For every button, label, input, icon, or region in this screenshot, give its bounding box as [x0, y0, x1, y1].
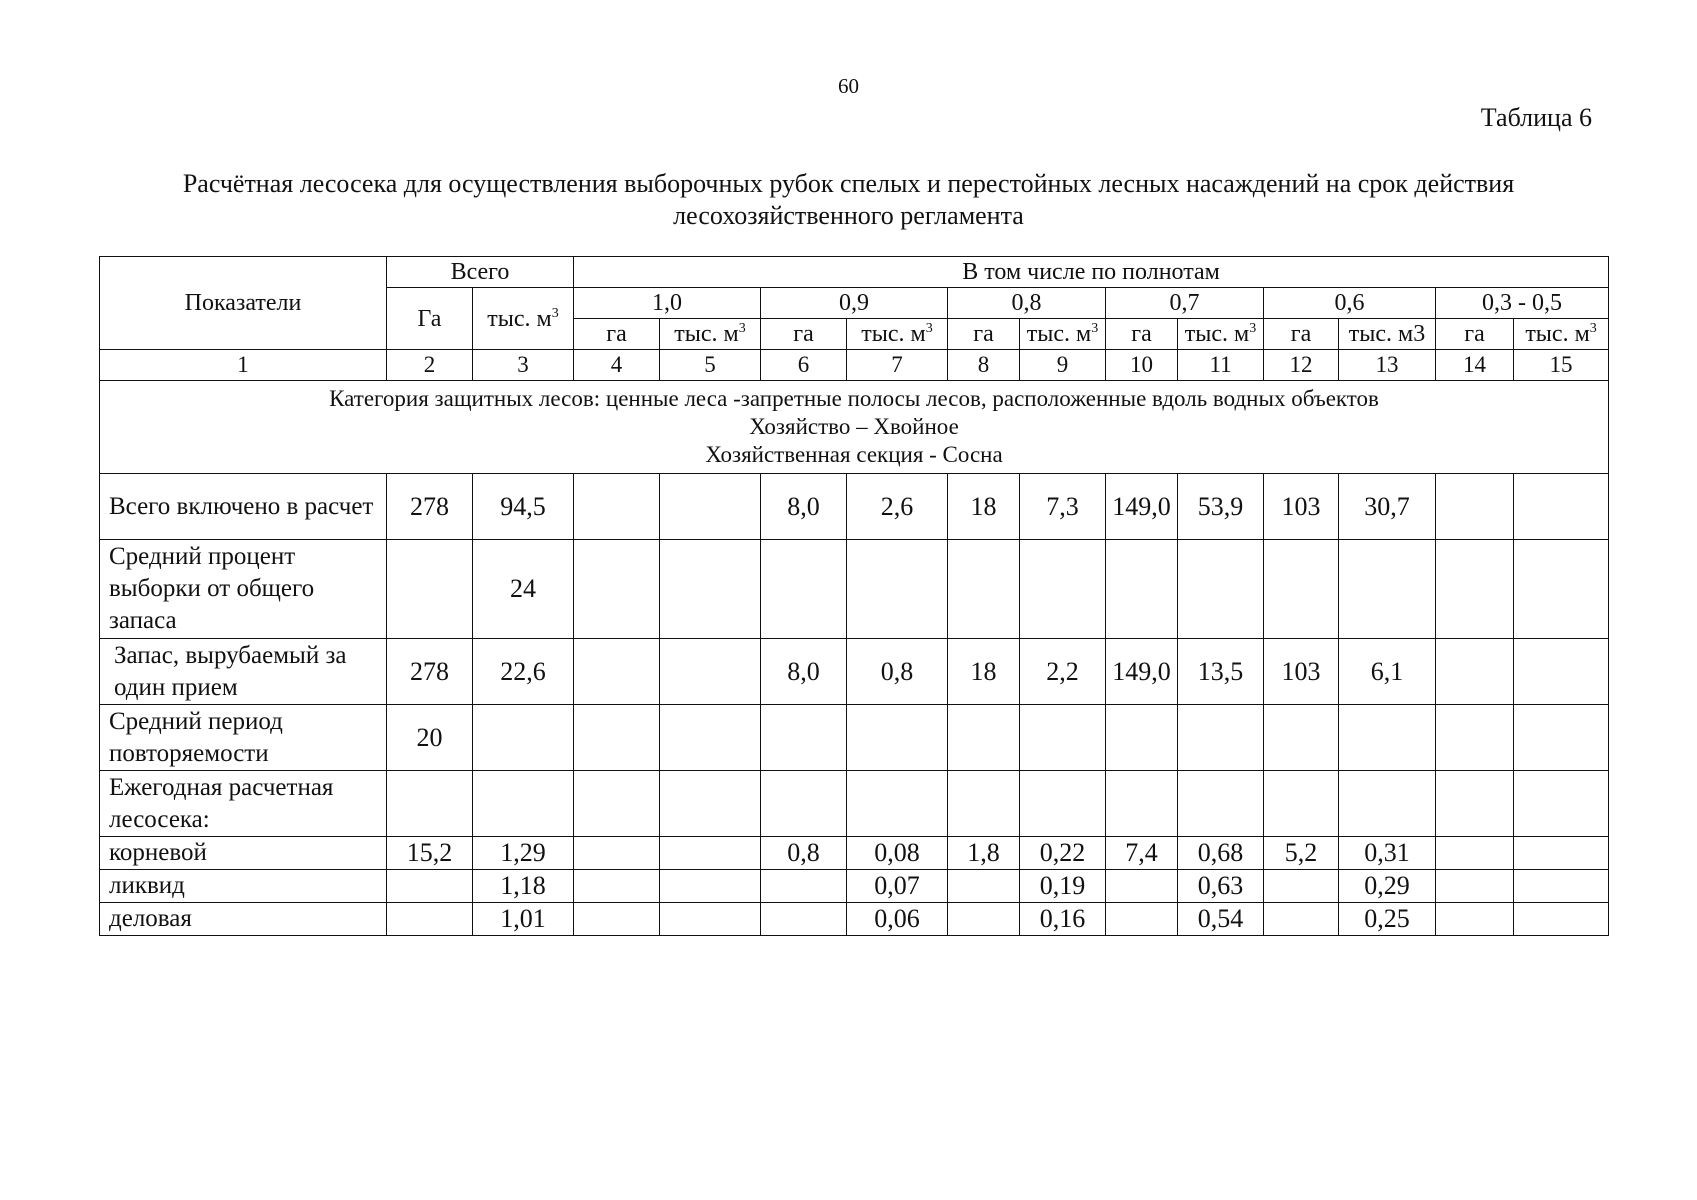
table-cell: 6,1 [1339, 639, 1436, 705]
table-row [100, 540, 1609, 639]
table-cell [1436, 837, 1514, 870]
table-cell [387, 870, 473, 903]
header-density-0-6: 0,6 [1264, 288, 1436, 319]
table-cell: 0,06 [847, 903, 948, 936]
table-cell: 278 [387, 639, 473, 705]
table-cell: 15,2 [387, 837, 473, 870]
superscript-3: 3 [1589, 321, 1597, 336]
row-label: Средний процент выборки от общего запаса [100, 540, 387, 639]
header-density-0-8: 0,8 [948, 288, 1106, 319]
column-number: 7 [847, 350, 948, 381]
table-cell [574, 639, 660, 705]
table-cell: 0,08 [847, 837, 948, 870]
header-total-ha: Га [387, 288, 473, 350]
header-row-1 [100, 257, 1609, 288]
table-cell: 278 [387, 474, 473, 540]
header-total: Всего [387, 257, 574, 288]
column-number: 6 [761, 350, 847, 381]
table-cell [1106, 540, 1178, 639]
column-number: 1 [100, 350, 387, 381]
sub-volume-text: тыс. м [1184, 321, 1250, 347]
table-cell [1436, 771, 1514, 837]
table-cell: 8,0 [761, 474, 847, 540]
table-cell [1514, 870, 1609, 903]
header-density-0-7: 0,7 [1106, 288, 1264, 319]
table-cell [387, 771, 473, 837]
superscript-3: 3 [925, 321, 933, 336]
table-cell [1264, 540, 1339, 639]
row-label: деловая [100, 903, 387, 936]
table-cell [1436, 474, 1514, 540]
sub-volume [1514, 319, 1609, 350]
table-cell [574, 474, 660, 540]
table-cell: 18 [948, 639, 1020, 705]
table-label: Таблица 6 [1480, 103, 1592, 132]
table-cell [1339, 540, 1436, 639]
title-line-2: лесохозяйственного регламента [673, 201, 1024, 230]
document-title [100, 168, 1597, 232]
table-cell: 53,9 [1178, 474, 1264, 540]
table-cell [761, 870, 847, 903]
table-cell [761, 903, 847, 936]
table-cell: 22,6 [473, 639, 574, 705]
header-density-0-3-0-5: 0,3 - 0,5 [1436, 288, 1609, 319]
table-cell [1264, 705, 1339, 771]
column-number: 8 [948, 350, 1020, 381]
header-density-1-0: 1,0 [574, 288, 761, 319]
sub-volume [1178, 319, 1264, 350]
table-cell [660, 639, 761, 705]
table-cell [1436, 870, 1514, 903]
table-cell [660, 870, 761, 903]
table-cell: 0,68 [1178, 837, 1264, 870]
row-label: Всего включено в расчет [100, 474, 387, 540]
table-cell [1514, 474, 1609, 540]
table-cell [1436, 903, 1514, 936]
column-number: 2 [387, 350, 473, 381]
table-cell: 1,01 [473, 903, 574, 936]
sub-volume [1020, 319, 1106, 350]
table-cell: 13,5 [1178, 639, 1264, 705]
sub-volume-text: тыс. м [1026, 321, 1092, 347]
table-cell [1436, 705, 1514, 771]
table-cell [1339, 705, 1436, 771]
table-cell [1514, 639, 1609, 705]
sub-ha: га [948, 319, 1020, 350]
table-cell [1436, 540, 1514, 639]
table-cell [948, 540, 1020, 639]
column-number: 4 [574, 350, 660, 381]
table-cell [660, 474, 761, 540]
table-cell [1178, 705, 1264, 771]
table-cell [1264, 771, 1339, 837]
sub-volume [847, 319, 948, 350]
table-cell: 1,29 [473, 837, 574, 870]
superscript-3: 3 [1091, 321, 1099, 336]
table-cell: 94,5 [473, 474, 574, 540]
table-cell [574, 837, 660, 870]
table-cell [387, 903, 473, 936]
table-cell [948, 870, 1020, 903]
table-cell: 0,25 [1339, 903, 1436, 936]
table-cell: 149,0 [1106, 474, 1178, 540]
table-row [100, 903, 1609, 936]
table-cell: 2,2 [1020, 639, 1106, 705]
table-cell [660, 540, 761, 639]
allowable-cut-table [99, 256, 1609, 936]
column-numbers-row [100, 350, 1609, 381]
column-number: 5 [660, 350, 761, 381]
table-cell [387, 540, 473, 639]
page-number: 60 [838, 74, 859, 98]
section-header [100, 381, 1609, 474]
superscript-3: 3 [738, 321, 746, 336]
table-row [100, 639, 1609, 705]
sub-ha: га [1264, 319, 1339, 350]
table-cell [1106, 771, 1178, 837]
table-row [100, 837, 1609, 870]
table-cell [761, 705, 847, 771]
row-label: Средний период повторяемости [100, 705, 387, 771]
section-category: Категория защитных лесов: ценные леса -запретные полосы лесов, расположенные вдоль водных объектов [329, 386, 1379, 411]
table-cell: 20 [387, 705, 473, 771]
table-cell [660, 705, 761, 771]
table-cell: 1,18 [473, 870, 574, 903]
table-cell: 8,0 [761, 639, 847, 705]
table-cell [1514, 837, 1609, 870]
table-cell [948, 705, 1020, 771]
title-line-1: Расчётная лесосека для осуществления выборочных рубок спелых и перестойных лесных насаждений на срок действия [182, 169, 1515, 198]
table-cell [473, 771, 574, 837]
table-cell [1106, 705, 1178, 771]
sub-volume-alt: тыс. м3 [1339, 319, 1436, 350]
table-cell: 149,0 [1106, 639, 1178, 705]
section-header-row [100, 381, 1609, 474]
table-cell [847, 771, 948, 837]
table-cell: 0,29 [1339, 870, 1436, 903]
table-cell [761, 771, 847, 837]
table-cell [574, 903, 660, 936]
column-number: 12 [1264, 350, 1339, 381]
table-cell: 5,2 [1264, 837, 1339, 870]
sub-volume-text: тыс. м [674, 321, 739, 347]
table-cell [761, 540, 847, 639]
sub-volume [660, 319, 761, 350]
superscript-3: 3 [1249, 321, 1257, 336]
table-cell: 30,7 [1339, 474, 1436, 540]
header-indicators: Показатели [100, 257, 387, 350]
table-cell: 0,54 [1178, 903, 1264, 936]
row-label: ликвид [100, 870, 387, 903]
table-cell [660, 837, 761, 870]
table-cell: 2,6 [847, 474, 948, 540]
table-cell: 18 [948, 474, 1020, 540]
table-cell [1436, 639, 1514, 705]
row-label: корневой [100, 837, 387, 870]
table-cell [1514, 705, 1609, 771]
column-number: 15 [1514, 350, 1609, 381]
table-cell [1339, 771, 1436, 837]
table-cell [574, 870, 660, 903]
table-cell: 103 [1264, 474, 1339, 540]
table-row [100, 870, 1609, 903]
table-cell: 0,8 [761, 837, 847, 870]
column-number: 3 [473, 350, 574, 381]
superscript-3: 3 [551, 305, 559, 321]
table-cell: 7,3 [1020, 474, 1106, 540]
header-total-volume [473, 288, 574, 350]
table-row [100, 771, 1609, 837]
table-cell [1020, 771, 1106, 837]
sub-volume-text: тыс. м [861, 321, 926, 347]
column-number: 14 [1436, 350, 1514, 381]
sub-ha: га [1106, 319, 1178, 350]
table-cell [473, 705, 574, 771]
table-cell [574, 705, 660, 771]
table-cell: 7,4 [1106, 837, 1178, 870]
header-density-0-9: 0,9 [761, 288, 948, 319]
table-cell [948, 903, 1020, 936]
table-cell [660, 903, 761, 936]
column-number: 13 [1339, 350, 1436, 381]
table-cell: 103 [1264, 639, 1339, 705]
section-farm: Хозяйство – Хвойное [749, 414, 959, 439]
sub-volume-text: тыс. м [1525, 321, 1590, 347]
column-number: 11 [1178, 350, 1264, 381]
table-cell [1106, 903, 1178, 936]
table-cell [948, 771, 1020, 837]
table-cell [1106, 870, 1178, 903]
table-cell [1020, 540, 1106, 639]
sub-ha: га [761, 319, 847, 350]
table-row [100, 474, 1609, 540]
table-cell [1514, 771, 1609, 837]
table-cell [574, 540, 660, 639]
table-cell [574, 771, 660, 837]
table-cell [660, 771, 761, 837]
sub-ha: га [1436, 319, 1514, 350]
table-cell: 0,19 [1020, 870, 1106, 903]
row-label: Ежегодная расчетная лесосека: [100, 771, 387, 837]
table-row [100, 705, 1609, 771]
table-cell: 0,8 [847, 639, 948, 705]
column-number: 10 [1106, 350, 1178, 381]
table-cell: 0,07 [847, 870, 948, 903]
section-farm-section: Хозяйственная секция - Сосна [705, 442, 1003, 467]
sub-ha: га [574, 319, 660, 350]
table-cell [1514, 540, 1609, 639]
table-cell [1178, 540, 1264, 639]
table-cell [1264, 903, 1339, 936]
table-cell [1264, 870, 1339, 903]
row-label: Запас, вырубаемый за один прием [100, 639, 387, 705]
table-cell: 0,16 [1020, 903, 1106, 936]
table-cell: 24 [473, 540, 574, 639]
table-body [100, 474, 1609, 936]
table-cell [1020, 705, 1106, 771]
table-cell: 1,8 [948, 837, 1020, 870]
table-cell [847, 705, 948, 771]
header-including-by-density: В том числе по полнотам [574, 257, 1609, 288]
column-number: 9 [1020, 350, 1106, 381]
table-cell: 0,63 [1178, 870, 1264, 903]
table-cell [847, 540, 948, 639]
table-cell: 0,31 [1339, 837, 1436, 870]
table-cell: 0,22 [1020, 837, 1106, 870]
header-total-volume-text: тыс. м [487, 305, 552, 332]
table-cell [1514, 903, 1609, 936]
table-cell [1178, 771, 1264, 837]
